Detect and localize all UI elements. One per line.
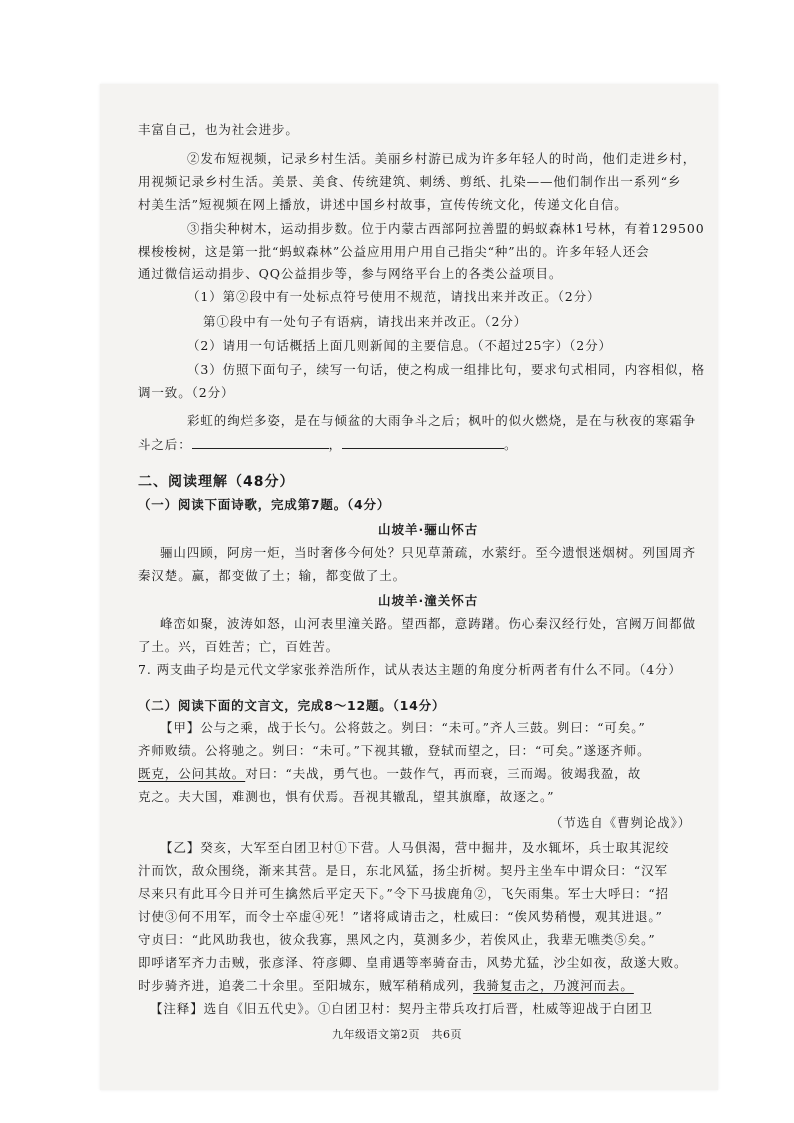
question-3b: 调一致。（2分） bbox=[138, 385, 235, 400]
poem1-line: 秦汉楚。赢，都变做了土；输，都变做了土。 bbox=[138, 568, 407, 583]
text-line: 棵梭梭树，这是第一批“蚂蚁森林”公益应用用户用自己指尖“种”出的。许多年轻人还会 bbox=[138, 244, 650, 259]
text-line: 丰富自己，也为社会进步。 bbox=[138, 122, 299, 137]
period: 。 bbox=[504, 437, 518, 452]
question-7: 7. 两支曲子均是元代文学家张养浩所作，试从表达主题的角度分析两者有什么不同。（4分） bbox=[138, 662, 682, 677]
poem2-title: 山坡羊·潼关怀古 bbox=[378, 593, 479, 608]
yi-line: 讨使③何不用军，而令士卒虚④死！”诸将咸请击之，杜威曰：“俟风势稍慢，观其进退。” bbox=[138, 909, 663, 924]
answer-prefix: 斗之后： bbox=[138, 437, 192, 452]
question-2: （2）请用一句话概括上面几则新闻的主要信息。（不超过25字）（2分） bbox=[187, 338, 612, 353]
text-line: 通过微信运动捐步、QQ公益捐步等，参与网络平台上的各类公益项目。 bbox=[138, 266, 563, 281]
poem2-line: 了土。兴，百姓苦；亡，百姓苦。 bbox=[138, 639, 340, 654]
question-3a: （3）仿照下面句子，续写一句话，使之构成一组排比句，要求句式相同，内容相似，格 bbox=[187, 362, 706, 377]
jia-line: 齐师败绩。公将驰之。刿曰：“未可。”下视其辙，登轼而望之，曰：“可矣。”遂逐齐师。 bbox=[138, 743, 651, 758]
poem1-title: 山坡羊·骊山怀古 bbox=[378, 522, 479, 537]
underlined-sentence: 我骑复击之，乃渡河而去。 bbox=[473, 978, 634, 993]
yi-line bbox=[138, 976, 634, 996]
text-line: 用视频记录乡村生活。美景、美食、传统建筑、刺绣、剪纸、扎染——他们制作出一系列“乡 bbox=[138, 174, 682, 189]
comma: ， bbox=[328, 437, 343, 452]
text-line: 村美生活”短视频在网上播放，讲述中国乡村故事，宣传传统文化，传递文化自信。 bbox=[138, 197, 628, 212]
annotation-note: 【注释】选自《旧五代史》。①白团卫村：契丹主带兵攻打后晋，杜威等迎战于白团卫 bbox=[150, 1001, 653, 1016]
yi-line: 即呼诸军齐力击贼，张彦泽、符彦卿、皇甫遇等率骑奋击，风势尤猛，沙尘如夜，敌遂大败。 bbox=[138, 955, 688, 970]
jia-line bbox=[138, 764, 641, 784]
section-title: 二、阅读理解（48分） bbox=[138, 474, 295, 490]
example-sentence: 彩虹的绚烂多姿，是在与倾盆的大雨争斗之后；枫叶的似火燃烧，是在与秋夜的寒霜争 bbox=[187, 413, 697, 428]
text-line: ③指尖种树木，运动捐步数。位于内蒙古西部阿拉善盟的蚂蚁森林1号林，有着129500 bbox=[187, 221, 705, 236]
poem1-line: 骊山四顾，阿房一炬，当时奢侈今何处？只见草萧疏，水萦纡。至今遗恨迷烟树。列国周齐 bbox=[160, 545, 697, 560]
poem2-line: 峰峦如聚，波涛如怒，山河表里潼关路。望西都，意踌躇。伤心秦汉经行处，宫阙万间都做 bbox=[160, 616, 697, 631]
question-1b: 第①段中有一处句子有语病，请找出来并改正。（2分） bbox=[203, 314, 528, 329]
underlined-sentence: 既克，公问其故。 bbox=[138, 766, 246, 781]
yi-line: 汁而饮，敌众围绕，渐来其营。是日，东北风猛，扬尘折树。契丹主坐车中谓众曰：“汉军 bbox=[138, 863, 668, 878]
yi-text: 时步骑齐进，追袭二十余里。至阳城东，贼军稍稍成列， bbox=[138, 978, 474, 993]
question-1a: （1）第②段中有一处标点符号使用不规范，请找出来并改正。（2分） bbox=[187, 289, 601, 304]
part1-title: （一）阅读下面诗歌，完成第7题。（4分） bbox=[138, 497, 391, 512]
text-line: ②发布短视频，记录乡村生活。美丽乡村游已成为许多年轻人的时尚，他们走进乡村， bbox=[187, 151, 697, 166]
answer-blank-1[interactable] bbox=[192, 436, 329, 449]
jia-text: 对曰：“夫战，勇气也。一鼓作气，再而衰，三而竭。彼竭我盈，故 bbox=[245, 766, 642, 781]
answer-line bbox=[138, 435, 517, 455]
jia-line: 克之。夫大国，难测也，惧有伏焉。吾视其辙乱，望其旗靡，故逐之。” bbox=[138, 789, 555, 804]
jia-source: （节选自《曹刿论战》） bbox=[550, 815, 692, 830]
yi-line: 守贞曰：“此风助我也，彼众我寡，黑风之内，莫测多少，若俟风止，我辈无噍类⑤矣。” bbox=[138, 932, 656, 947]
yi-line: 【乙】癸亥，大军至白团卫村①下营。人马俱渴，营中掘井，及水辄坏，兵士取其泥绞 bbox=[160, 840, 670, 855]
answer-blank-2[interactable] bbox=[342, 436, 504, 449]
page-footer: 九年级语文第2页 共6页 bbox=[332, 1028, 462, 1041]
part2-title: （二）阅读下面的文言文，完成8～12题。（14分） bbox=[138, 698, 446, 713]
yi-line: 尽来只有此耳今日并可生擒然后平定天下。”令下马拔鹿角②，飞矢雨集。军士大呼曰：“招 bbox=[138, 886, 669, 901]
jia-line: 【甲】公与之乘，战于长勺。公将鼓之。刿曰：“未可。”齐人三鼓。刿曰：“可矣。” bbox=[160, 720, 646, 735]
